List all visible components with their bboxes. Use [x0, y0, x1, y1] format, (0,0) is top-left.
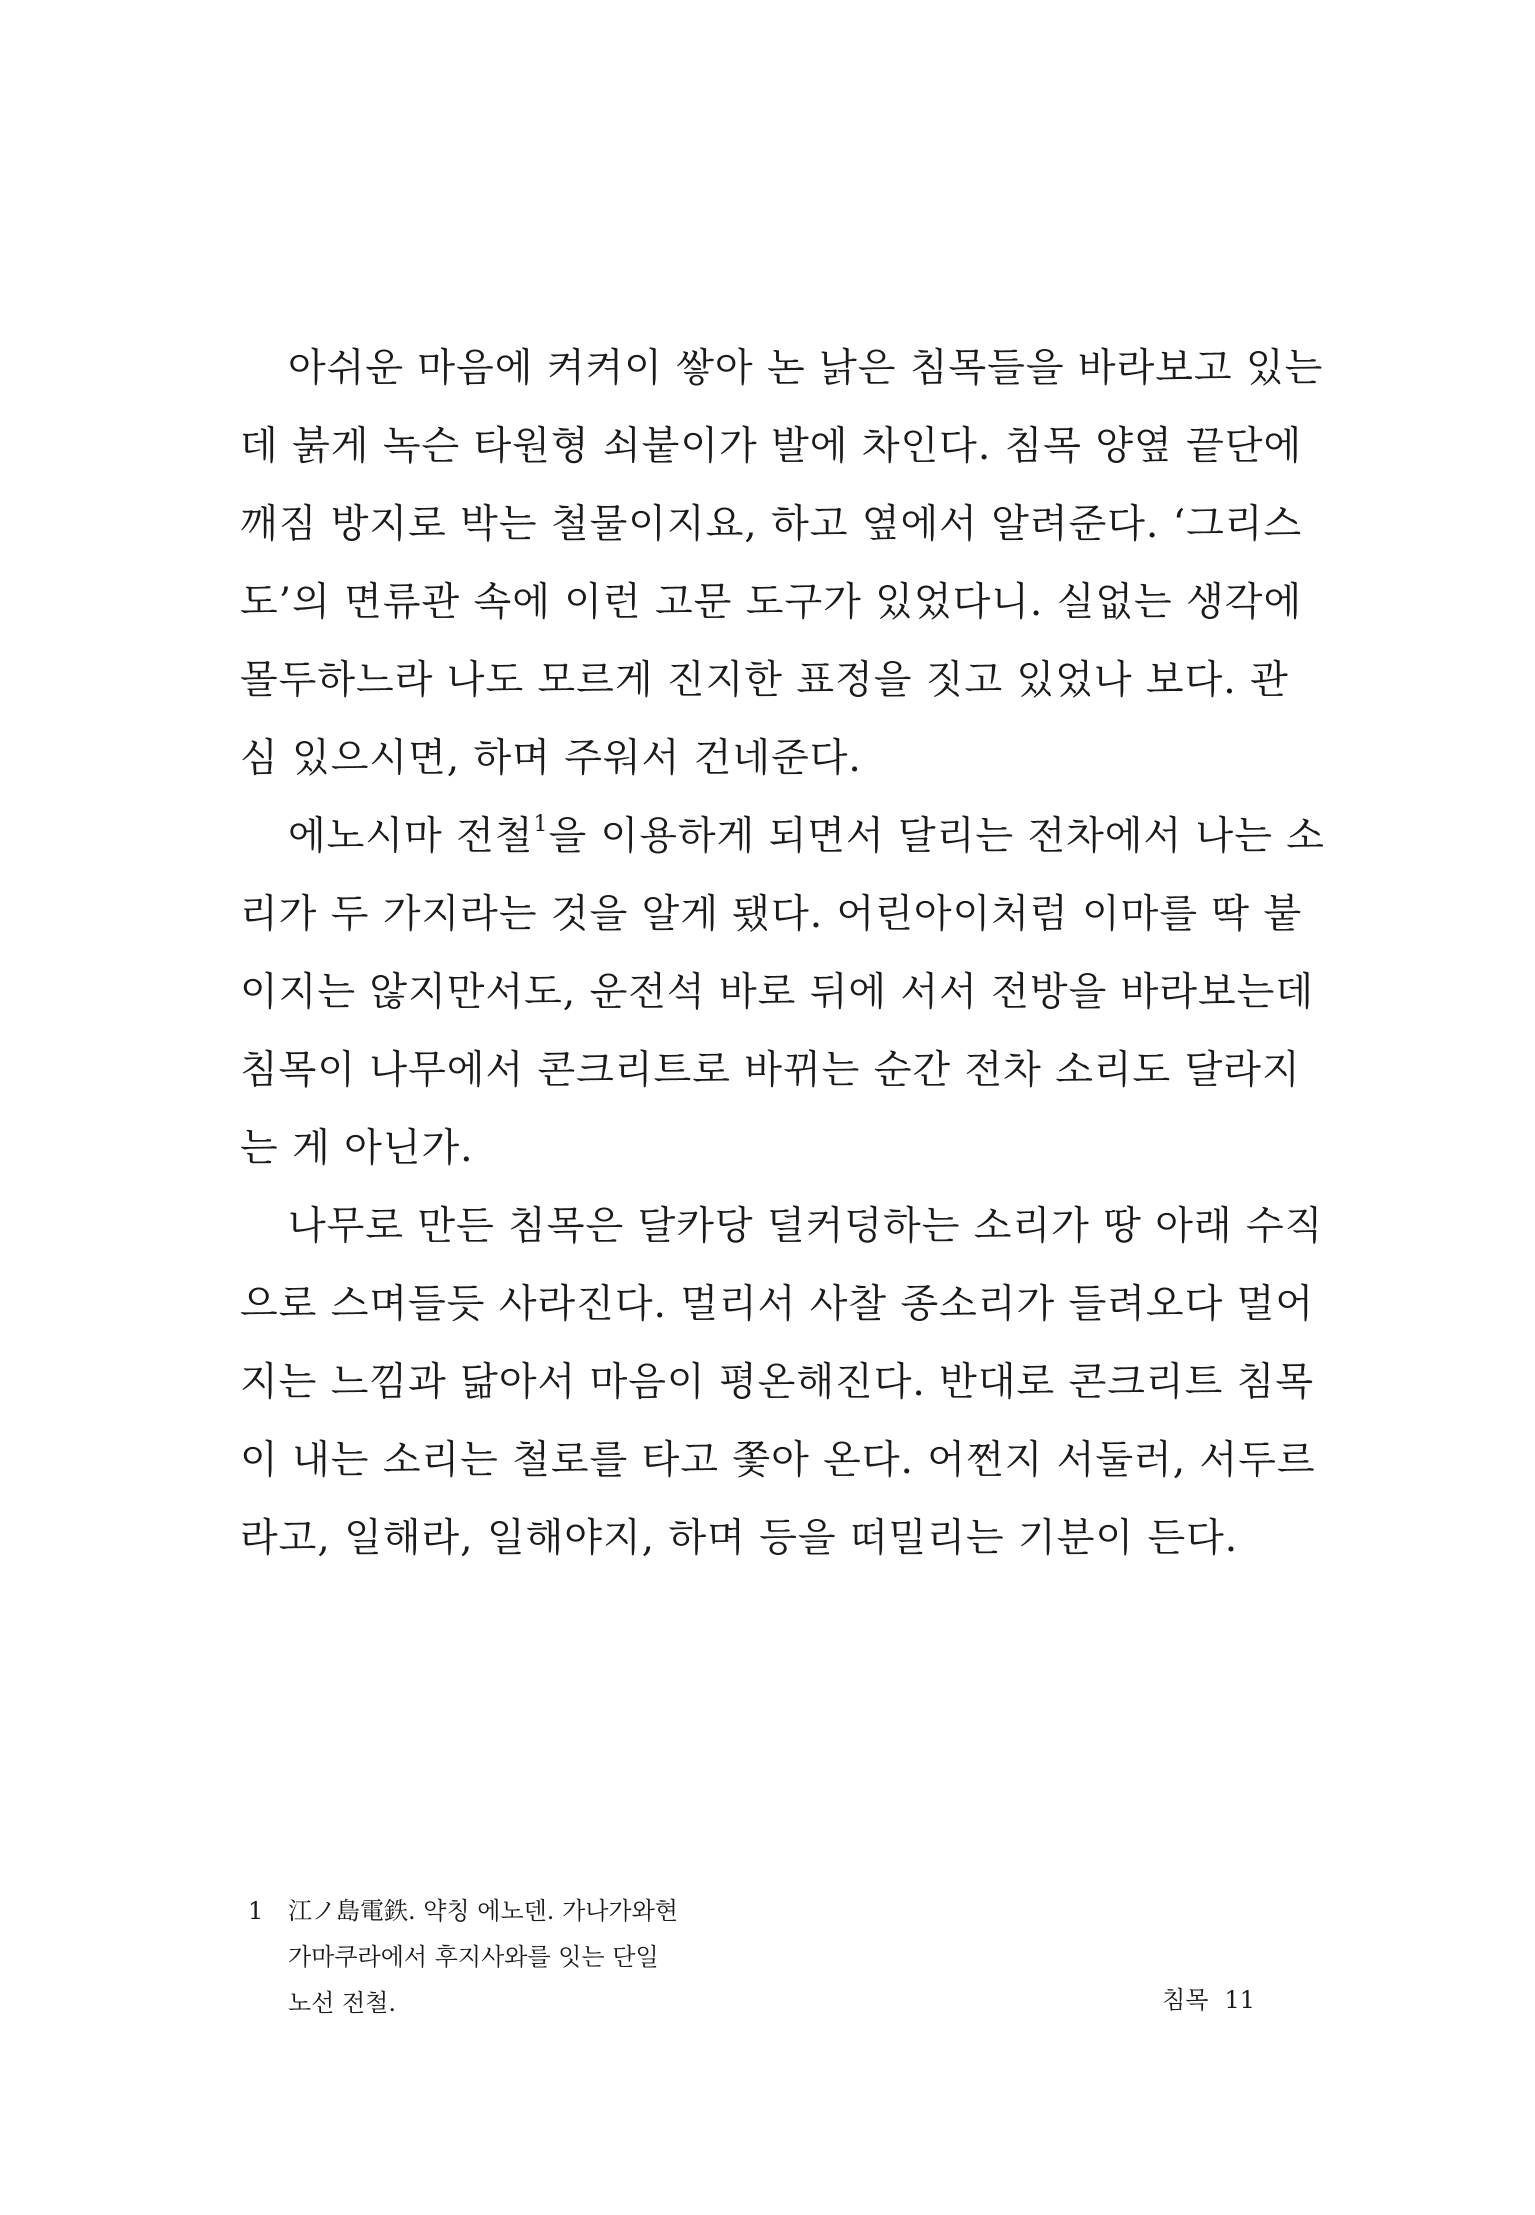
- footnote-text-1: 江ノ島電鉄. 약칭 에노덴. 가나가와현: [288, 1897, 678, 1925]
- paragraph-3-line-5: 라고, 일해라, 일해야지, 하며 등을 떠밀리는 기분이 든다.: [240, 1516, 1239, 1561]
- paragraph-2-line-2: 리가 두 가지라는 것을 알게 됐다. 어린아이처럼 이마를 딱 붙: [240, 892, 1303, 937]
- footnote: [248, 1888, 948, 2026]
- page-number: 11: [1224, 1986, 1255, 2014]
- paragraph-3-line-3: 지는 느낌과 닮아서 마음이 평온해진다. 반대로 콘크리트 침목: [240, 1360, 1315, 1405]
- paragraph-1-line-5: 몰두하느라 나도 모르게 진지한 표정을 짓고 있었나 보다. 관: [240, 658, 1289, 703]
- footnote-line-2: 가마쿠라에서 후지사와를 잇는 단일: [288, 1943, 659, 1971]
- paragraph-1-line-2: 데 붉게 녹슨 타원형 쇠붙이가 발에 차인다. 침목 양옆 끝단에: [240, 424, 1303, 469]
- body-text: [240, 330, 1325, 1578]
- paragraph-2-line-5: 는 게 아닌가.: [240, 1126, 474, 1171]
- paragraph-3-line-1: 나무로 만든 침목은 달카당 덜커덩하는 소리가 땅 아래 수직: [288, 1204, 1324, 1249]
- paragraph-2-text-before-ref: 에노시마 전철: [288, 814, 534, 859]
- footnote-line-3: 노선 전철.: [288, 1989, 396, 2017]
- paragraph-3-line-4: 이 내는 소리는 철로를 타고 쫓아 온다. 어쩐지 서둘러, 서두르: [240, 1438, 1316, 1483]
- paragraph-1-line-1: 아쉬운 마음에 켜켜이 쌓아 논 낡은 침목들을 바라보고 있는: [288, 346, 1324, 391]
- chapter-title: 침목: [1162, 1986, 1209, 2014]
- footnote-number: 1: [248, 1897, 264, 1925]
- paragraph-2-line-3: 이지는 않지만서도, 운전석 바로 뒤에 서서 전방을 바라보는데: [240, 970, 1315, 1015]
- paragraph-2-line-1: [240, 798, 1325, 876]
- footnote-reference[interactable]: 1: [533, 812, 549, 837]
- footnote-line-1: [248, 1888, 948, 1934]
- running-footer: [1162, 1980, 1255, 2020]
- paragraph-1-line-3: 깨짐 방지로 박는 철물이지요, 하고 옆에서 알려준다. ‘그리스: [240, 502, 1303, 547]
- paragraph-2-line-4: 침목이 나무에서 콘크리트로 바뀌는 순간 전차 소리도 달라지: [240, 1048, 1301, 1093]
- paragraph-1-line-4: 도’의 면류관 속에 이런 고문 도구가 있었다니. 실없는 생각에: [240, 580, 1303, 625]
- paragraph-3-line-2: 으로 스며들듯 사라진다. 멀리서 사찰 종소리가 들려오다 멀어: [240, 1282, 1315, 1327]
- paragraph-2-text-after-ref: 을 이용하게 되면서 달리는 전차에서 나는 소: [548, 814, 1325, 859]
- paragraph-1-line-6: 심 있으시면, 하며 주워서 건네준다.: [240, 736, 862, 781]
